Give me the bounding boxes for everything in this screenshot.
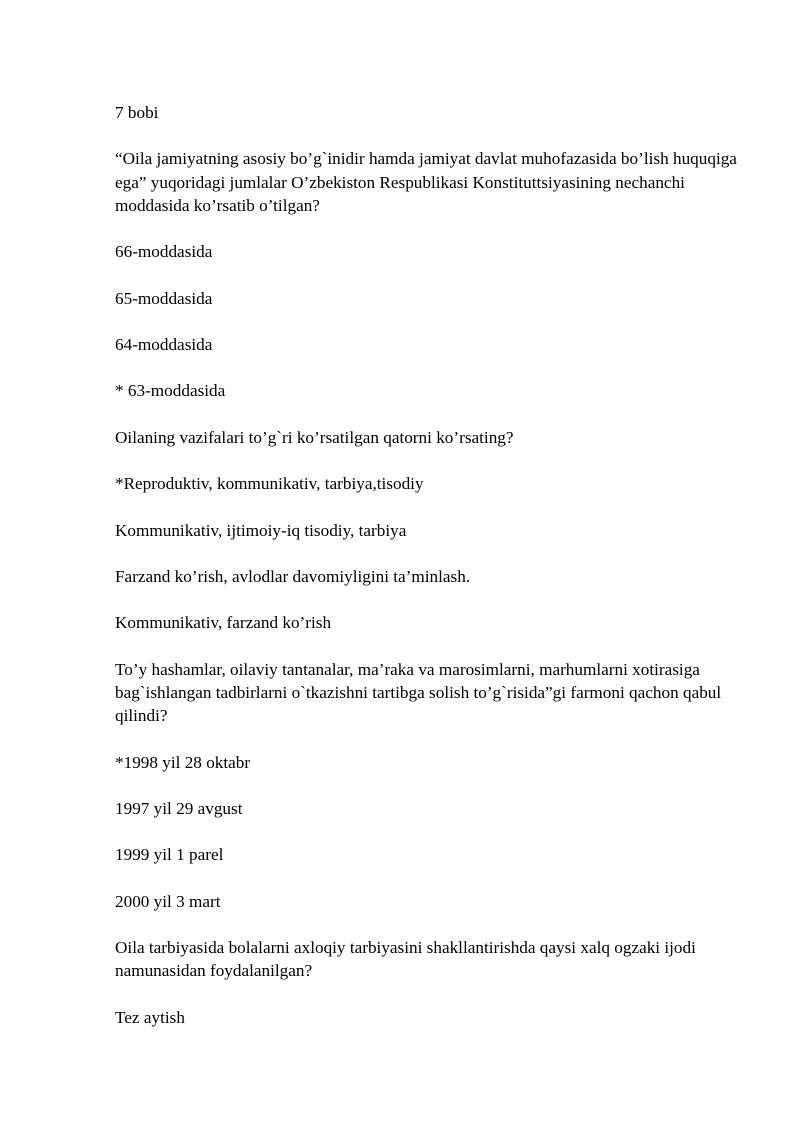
answer-option: Kommunikativ, farzand ko’rish (115, 613, 332, 633)
question-1: “Oila jamiyatning asosiy bo’g`inidir hamda jamiyat davlat muhofazasida bo’lish huquqiga ega” yuqoridagi jumlalar O’zbekiston Respublikasi Konstituttsiyasining nechanchi moddasida ko’rsatib o’tilgan? (115, 149, 737, 215)
answer-option: Tez aytish (115, 1007, 185, 1027)
answer-option: 64-moddasida (115, 334, 213, 354)
question-2: Oilaning vazifalari to’g`ri ko’rsatilgan qatorni ko’rsating? (115, 427, 514, 447)
answer-option: 2000 yil 3 mart (115, 891, 221, 911)
document-body (115, 101, 755, 1052)
answer-option: 1999 yil 1 parel (115, 845, 224, 865)
answer-option: Kommunikativ, ijtimoiy-iq tisodiy, tarbiya (115, 520, 407, 540)
answer-option: 65-moddasida (115, 288, 213, 308)
question-3: To’y hashamlar, oilaviy tantanalar, ma’raka va marosimlarni, marhumlarni xotirasiga bag`ishlangan tadbirlarni o`tkazishni tartibga solish to’g`risida”gi farmoni qachon qabul qilindi? (115, 659, 722, 726)
answer-option: 1997 yil 29 avgust (115, 798, 243, 818)
answer-option-correct: *Reproduktiv, kommunikativ, tarbiya,tisodiy (115, 474, 424, 494)
chapter-heading: 7 bobi (115, 103, 159, 122)
answer-option-correct: * 63-moddasida (115, 381, 226, 401)
answer-option: Farzand ko’rish, avlodlar davomiyligini ta’minlash. (115, 566, 471, 586)
question-4: Oila tarbiyasida bolalarni axloqiy tarbiyasini shakllantirishda qaysi xalq ogzaki ijodi namunasidan foydalanilgan? (115, 938, 696, 981)
answer-option-correct: *1998 yil 28 oktabr (115, 752, 251, 772)
answer-option: 66-moddasida (115, 242, 213, 262)
